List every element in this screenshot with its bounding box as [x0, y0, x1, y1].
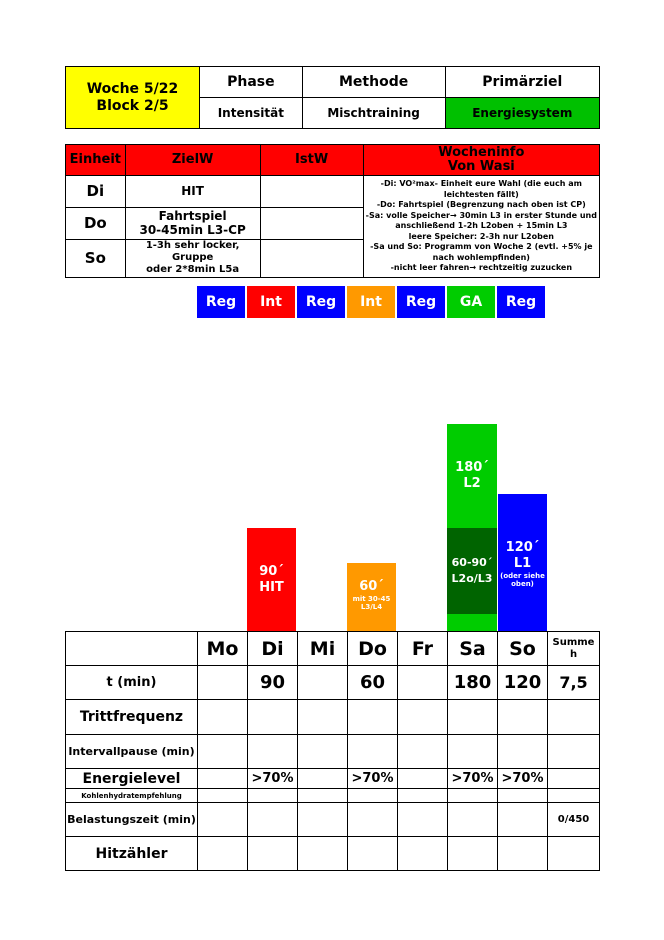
week-type-1: Reg [197, 286, 245, 318]
cadence-cell[interactable] [398, 700, 448, 735]
row-label-energy: Energielevel [66, 769, 198, 789]
carbs-cell[interactable] [248, 789, 298, 803]
carbs-cell[interactable] [298, 789, 348, 803]
bar-di-type: HIT [259, 580, 284, 595]
unit-header: Einheit [66, 145, 126, 176]
info-line: -Di: VO²max- Einheit eure Wahl (die euch am [380, 179, 582, 188]
interval-sum [548, 735, 600, 769]
carbs-cell[interactable] [448, 789, 498, 803]
load-cell[interactable] [398, 803, 448, 837]
week-type-3: Reg [297, 286, 345, 318]
info-line: leere Speicher: 2-3h nur L2oben [408, 231, 554, 241]
bar-so-duration: 120´ [505, 540, 540, 555]
primary-goal-header: Primärziel [445, 67, 599, 98]
cadence-cell[interactable] [298, 700, 348, 735]
plan-target-di [125, 176, 260, 208]
bar-do [347, 563, 396, 631]
load-cell[interactable] [448, 803, 498, 837]
plan-day-so: So [66, 239, 126, 277]
week-info-text [363, 176, 599, 278]
load-cell[interactable] [298, 803, 348, 837]
day-so: So [498, 632, 548, 666]
week-info-author: Von Wasi [447, 159, 515, 174]
energy-do[interactable]: >70% [348, 769, 398, 789]
plan-actual-do[interactable] [260, 207, 363, 239]
bar-so-note1: (oder siehe [500, 572, 545, 580]
bar-sa-mid [447, 528, 497, 614]
energy-mi[interactable] [298, 769, 348, 789]
week-type-6: GA [447, 286, 495, 318]
row-label-carbs: Kohlenhydratempfehlung [66, 789, 198, 803]
time-sum: 7,5 [548, 666, 600, 700]
week-type-4: Int [347, 286, 395, 318]
cadence-cell[interactable] [448, 700, 498, 735]
load-sum: 0/450 [548, 803, 600, 837]
hit-cell[interactable] [248, 837, 298, 871]
energy-sum [548, 769, 600, 789]
plan-target-so-line1: 1-3h sehr locker, Gruppe [145, 240, 240, 264]
info-line: -Do: Fahrtspiel (Begrenzung nach oben ist CP) [376, 200, 586, 209]
hit-cell[interactable] [398, 837, 448, 871]
row-label-hit-counter: Hitzähler [66, 837, 198, 871]
week-type-5: Reg [397, 286, 445, 318]
load-cell[interactable] [248, 803, 298, 837]
day-fr: Fr [398, 632, 448, 666]
cadence-cell[interactable] [348, 700, 398, 735]
week-type-2: Int [247, 286, 295, 318]
cadence-sum [548, 700, 600, 735]
time-di[interactable]: 90 [248, 666, 298, 700]
phase-value: Intensität [200, 98, 303, 129]
energy-mo[interactable] [198, 769, 248, 789]
bar-do-duration: 60´ [359, 579, 384, 594]
time-fr[interactable] [398, 666, 448, 700]
plan-actual-so[interactable] [260, 239, 363, 277]
week-info-header [363, 145, 599, 176]
info-line: leichtesten fällt) [443, 189, 519, 199]
plan-actual-di[interactable] [260, 176, 363, 208]
plan-target-do [125, 207, 260, 239]
hit-cell[interactable] [298, 837, 348, 871]
row-label-cadence: Trittfrequenz [66, 700, 198, 735]
day-do: Do [348, 632, 398, 666]
energy-di[interactable]: >70% [248, 769, 298, 789]
plan-target-so-line2: oder 2*8min L5a [146, 264, 240, 276]
energy-fr[interactable] [398, 769, 448, 789]
bar-so [498, 494, 547, 631]
load-cell[interactable] [498, 803, 548, 837]
row-label-interval-rest: Intervallpause (min) [66, 735, 198, 769]
week-type-7: Reg [497, 286, 545, 318]
week-label: Woche 5/22 [86, 80, 179, 97]
hit-cell[interactable] [198, 837, 248, 871]
interval-cell[interactable] [348, 735, 398, 769]
bar-sa-type: L2 [463, 476, 481, 491]
hit-cell[interactable] [498, 837, 548, 871]
interval-cell[interactable] [248, 735, 298, 769]
row-label-time: t (min) [66, 666, 198, 700]
plan-day-do: Do [66, 207, 126, 239]
cadence-cell[interactable] [198, 700, 248, 735]
time-do[interactable]: 60 [348, 666, 398, 700]
energy-sa[interactable]: >70% [448, 769, 498, 789]
actual-header: IstW [260, 145, 363, 176]
time-mi[interactable] [298, 666, 348, 700]
hit-cell[interactable] [348, 837, 398, 871]
load-cell[interactable] [198, 803, 248, 837]
sum-header: Summe h [548, 632, 600, 666]
plan-day-di: Di [66, 176, 126, 208]
method-header: Methode [302, 67, 445, 98]
load-cell[interactable] [348, 803, 398, 837]
interval-cell[interactable] [448, 735, 498, 769]
bar-do-note1: mit 30-45 [352, 595, 391, 603]
bar-sa-bottom [447, 614, 497, 631]
bar-sa-top [447, 424, 497, 528]
carbs-cell[interactable] [498, 789, 548, 803]
plan-target-di-line1: HIT [181, 184, 204, 199]
day-mo: Mo [198, 632, 248, 666]
carbs-cell[interactable] [398, 789, 448, 803]
phase-header: Phase [200, 67, 303, 98]
info-line: -nicht leer fahren→ rechtzeitig zuzucken [390, 263, 573, 272]
carbs-cell[interactable] [198, 789, 248, 803]
bar-so-type: L1 [513, 556, 532, 571]
session-plan-table [65, 144, 600, 278]
primary-goal-value: Energiesystem [445, 98, 599, 129]
block-label: Block 2/5 [96, 97, 169, 114]
carbs-sum [548, 789, 600, 803]
bar-do-note2: L3/L4 [360, 603, 383, 611]
bar-di [247, 528, 296, 631]
bar-sa-duration: 180´ [455, 460, 489, 475]
day-mi: Mi [298, 632, 348, 666]
interval-cell[interactable] [198, 735, 248, 769]
bar-di-duration: 90´ [259, 564, 284, 579]
week-summary-table [65, 631, 600, 871]
plan-target-do-line1: Fahrtspiel [158, 209, 227, 224]
info-line: -Sa: volle Speicher→ 30min L3 in erster Stunde und [365, 210, 597, 220]
interval-cell[interactable] [298, 735, 348, 769]
cadence-cell[interactable] [498, 700, 548, 735]
corner-cell [66, 632, 198, 666]
cadence-cell[interactable] [248, 700, 298, 735]
bar-so-note2: oben) [511, 580, 534, 588]
bar-sa-mid-type: L2o/L3 [451, 572, 493, 585]
time-so[interactable]: 120 [498, 666, 548, 700]
carbs-cell[interactable] [348, 789, 398, 803]
row-label-load-time: Belastungszeit (min) [66, 803, 198, 837]
time-mo[interactable] [198, 666, 248, 700]
week-block-cell [66, 67, 200, 129]
time-sa[interactable]: 180 [448, 666, 498, 700]
interval-cell[interactable] [498, 735, 548, 769]
hit-sum [548, 837, 600, 871]
info-line: nach wohlempfinden) [432, 252, 530, 262]
hit-cell[interactable] [448, 837, 498, 871]
target-header: ZielW [125, 145, 260, 176]
bar-sa-mid-duration: 60-90´ [451, 556, 493, 569]
week-info-title: Wocheninfo [438, 145, 525, 160]
week-header-table [65, 66, 600, 129]
info-line: anschließend 1-2h L2oben + 15min L3 [395, 221, 568, 230]
day-di: Di [248, 632, 298, 666]
method-value: Mischtraining [302, 98, 445, 129]
energy-so[interactable]: >70% [498, 769, 548, 789]
info-line: -Sa und So: Programm von Woche 2 (evtl. +5% je [370, 242, 593, 251]
plan-target-do-line2: 30-45min L3-CP [139, 223, 246, 238]
day-sa: Sa [448, 632, 498, 666]
interval-cell[interactable] [398, 735, 448, 769]
plan-target-so [125, 239, 260, 277]
